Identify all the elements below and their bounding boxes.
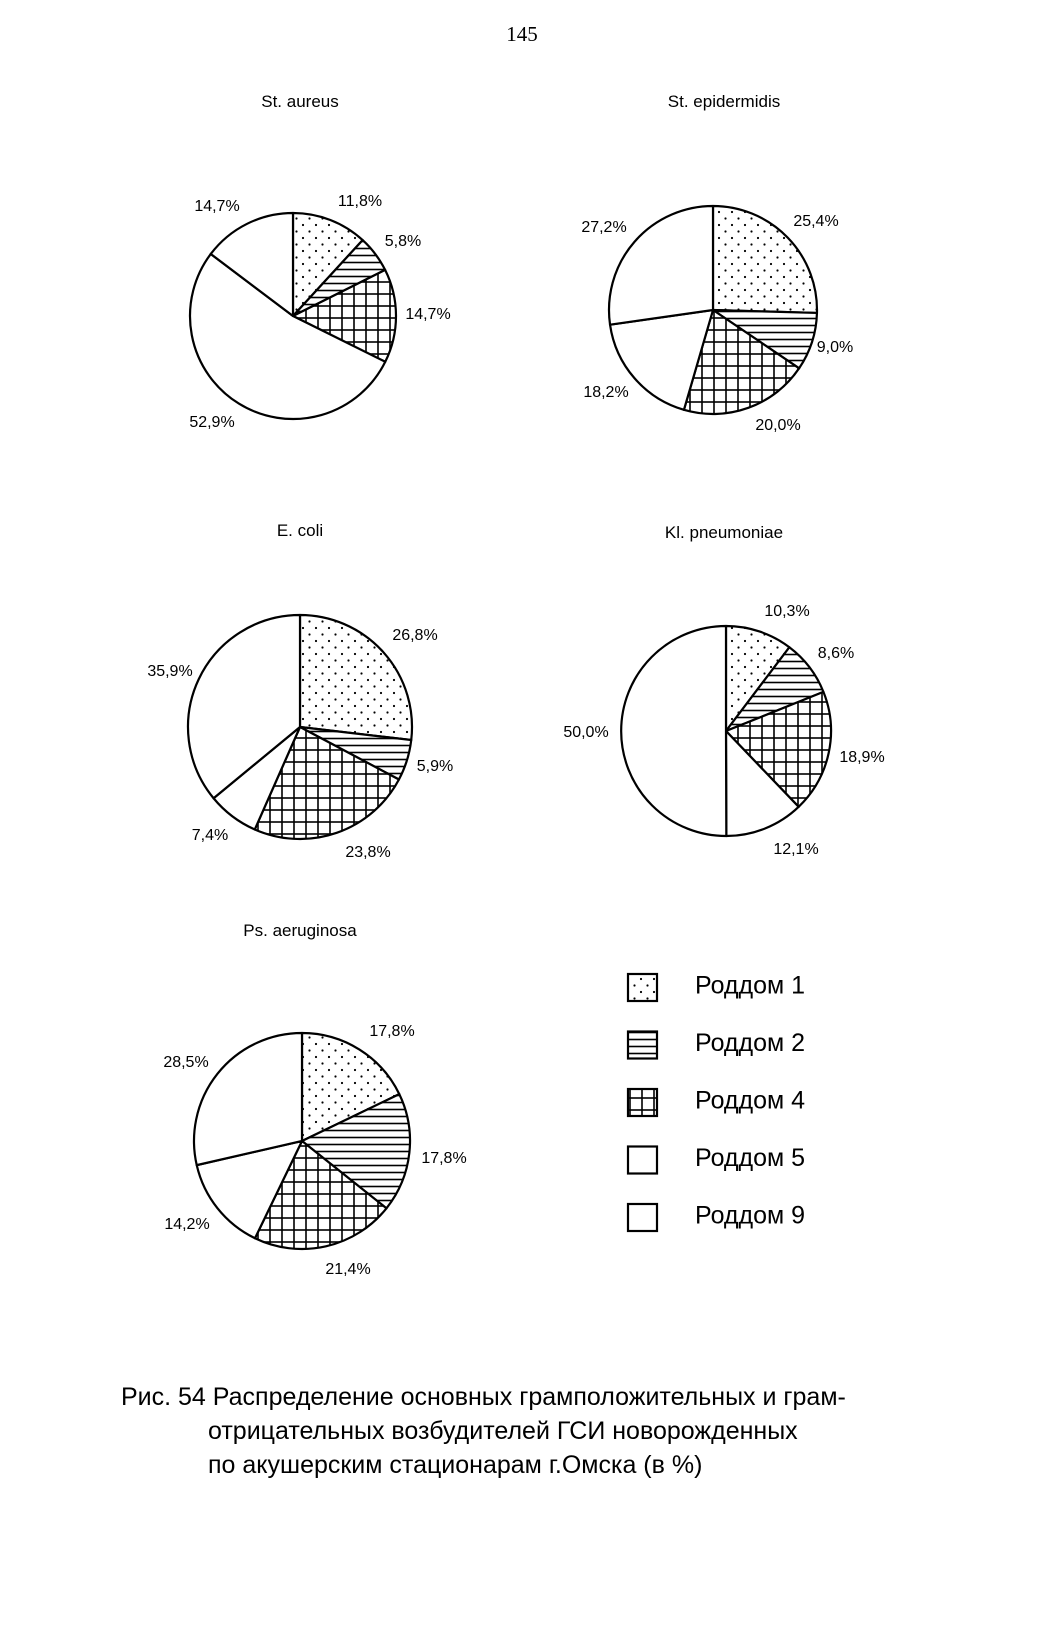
pie-slice-label: 52,9% xyxy=(189,414,235,432)
pie-slice-label: 7,4% xyxy=(191,827,229,845)
pie-slice-label: 8,6% xyxy=(817,645,855,663)
pie-chart-title: E. coli xyxy=(276,521,324,540)
figure-caption-line-2: отрицательных возбудителей ГСИ новорожденных xyxy=(208,1417,798,1445)
pie-chart-title: St. aureus xyxy=(261,92,339,111)
pie-slice-label: 14,2% xyxy=(164,1216,210,1234)
legend-swatch xyxy=(628,1147,657,1174)
pie-slice-label: 5,9% xyxy=(416,758,454,776)
legend-swatch xyxy=(628,1204,657,1231)
pie-slice-label: 27,2% xyxy=(581,219,627,237)
pie-chart-e-coli xyxy=(147,521,453,861)
legend-item xyxy=(628,1202,805,1231)
pie-chart-title: St. epidermidis xyxy=(667,92,781,111)
page-number: 145 xyxy=(506,22,538,46)
legend-item xyxy=(628,972,805,1001)
pie-slice-label: 23,8% xyxy=(345,844,391,862)
pie-slice-label: 5,8% xyxy=(384,233,422,251)
pie-chart-ps-aeruginosa xyxy=(163,921,466,1278)
legend-label: Роддом 4 xyxy=(695,1086,806,1115)
pie-slice-label: 14,7% xyxy=(194,198,240,216)
legend-label: Роддом 9 xyxy=(695,1201,806,1230)
pie-chart-title: Kl. pneumoniae xyxy=(664,523,784,542)
pie-chart-title: Ps. aeruginosa xyxy=(243,921,357,940)
pie-slice-label: 17,8% xyxy=(369,1023,415,1041)
pie-chart-st-aureus xyxy=(189,92,450,431)
legend-label: Роддом 2 xyxy=(695,1029,806,1058)
pie-slice xyxy=(194,1033,302,1165)
pie-chart-st-epidermidis xyxy=(581,92,853,434)
legend-swatch xyxy=(628,1032,657,1059)
legend-label: Роддом 1 xyxy=(695,971,806,1000)
legend xyxy=(628,972,805,1231)
pie-slice xyxy=(621,626,726,836)
legend-item xyxy=(628,1029,805,1058)
legend-label: Роддом 5 xyxy=(695,1144,806,1173)
pie-slice-label: 10,3% xyxy=(764,603,810,621)
pie-slice-label: 17,8% xyxy=(421,1150,467,1168)
pie-chart-kl-pneumoniae xyxy=(563,523,884,858)
pie-slice-label: 28,5% xyxy=(163,1054,209,1072)
figure-caption-line-1: Рис. 54 Распределение основных грамположительных и грам- xyxy=(121,1383,846,1411)
legend-item xyxy=(628,1087,805,1116)
pie-slice-label: 21,4% xyxy=(325,1261,371,1279)
pie-slice-label: 12,1% xyxy=(773,841,819,859)
legend-swatch xyxy=(628,1089,657,1116)
legend-swatch xyxy=(628,974,657,1001)
pie-slice-label: 35,9% xyxy=(147,663,193,681)
legend-item xyxy=(628,1144,805,1173)
pie-slice-label: 50,0% xyxy=(563,724,609,742)
pie-slice-label: 25,4% xyxy=(793,213,839,231)
pie-slice-label: 26,8% xyxy=(392,627,438,645)
pie-slice-label: 18,2% xyxy=(583,384,629,402)
pie-slice-label: 11,8% xyxy=(337,193,383,211)
pie-slice-label: 9,0% xyxy=(816,339,854,357)
figure-caption-line-3: по акушерским стационарам г.Омска (в %) xyxy=(208,1451,703,1479)
pie-slice-label: 20,0% xyxy=(755,417,801,435)
pie-slice-label: 14,7% xyxy=(405,306,451,324)
pie-slice-label: 18,9% xyxy=(839,749,885,767)
